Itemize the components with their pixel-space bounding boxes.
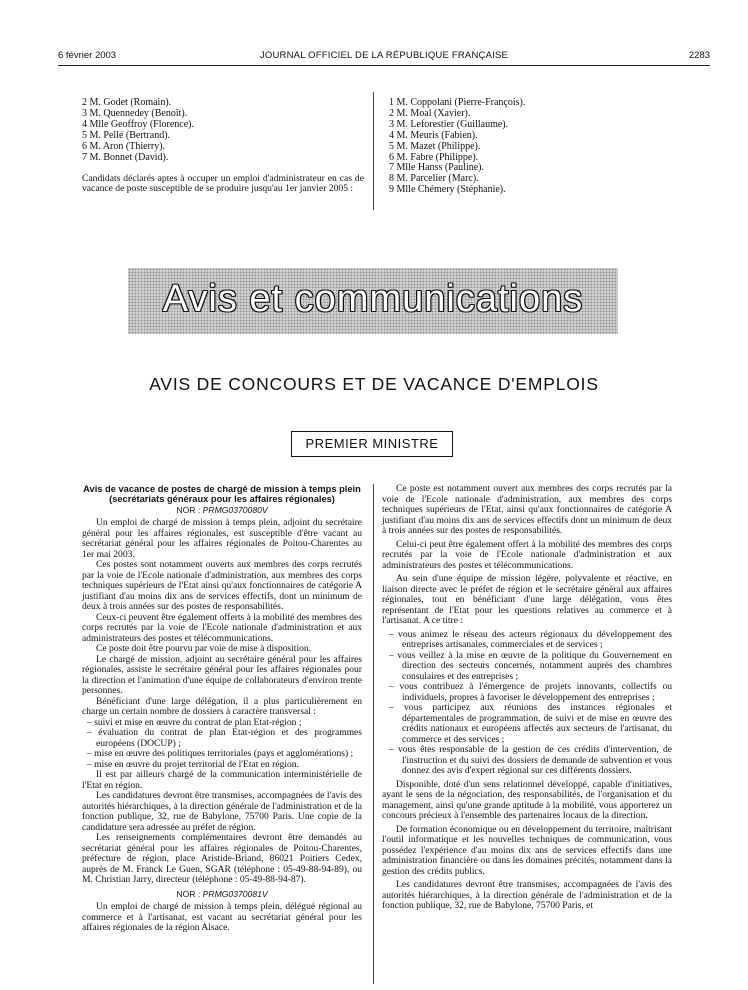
ministry-box: PREMIER MINISTRE (291, 431, 453, 457)
nor-reference: NOR : PRMG0370080V (176, 504, 268, 515)
task-list (82, 718, 362, 771)
running-header (58, 50, 710, 64)
list-item: 4 Mlle Geoffroy (Florence). (82, 118, 195, 130)
column-divider-bottom (373, 484, 374, 984)
list-item: – mise en œuvre du projet territorial de l'Etat en région. (87, 758, 299, 770)
list-item: 6 M. Aron (Thierry). (82, 140, 166, 152)
paragraph: Il est par ailleurs chargé de la communication interministérielle de l'Etat en région. (82, 769, 362, 791)
paragraph: Ceux-ci peuvent être également offerts à la mobilité des membres des corps recrutés par la voie de l'Ecole nationale d'administration et aux administrateurs des postes et télécommunications. (82, 611, 362, 644)
duties-list (382, 630, 672, 777)
section-title: AVIS DE CONCOURS ET DE VACANCE D'EMPLOIS (149, 374, 599, 394)
paragraph: Un emploi de chargé de mission à temps plein, délégué régional au commerce et à l'artisanat, est vacant au secrétariat général pour les affaires régionales de la région Alsace. (82, 901, 362, 934)
list-item: – suivi et mise en œuvre du contrat de plan Etat-région ; (87, 716, 302, 728)
top-left-paragraph: Candidats déclarés aptes à occuper un emploi d'administrateur en cas de vacance de poste susceptible de se produire jusqu'au 1er janvier 2005 : (82, 173, 364, 195)
paragraph: Un emploi de chargé de mission à temps plein, adjoint du secrétaire général pour les affaires régionales, est susceptible d'être vacant au secrétariat général pour les affaires régionales de Poitou-Charentes au 1er mai 2003. (82, 517, 362, 560)
paragraph: Celui-ci peut être également offert à la mobilité des membres des corps recrutés par la voie de l'Ecole nationale d'administration et aux administrateurs des postes et télécommunications. (382, 538, 672, 571)
list-item: 3 M. Leforestier (Guillaume). (389, 118, 509, 130)
list-item: 6 M. Fabre (Philippe). (389, 151, 479, 163)
list-item: 7 Mlle Hanss (Pauline). (389, 162, 484, 174)
list-item: – vous veillez à la mise en œuvre de la politique du Gouvernement en direction des secteurs concernés, notamment auprès des chambres consulaires et des entreprises ; (389, 649, 672, 682)
banner-title: Avis et communications (162, 278, 584, 320)
header-rule (58, 65, 710, 66)
column-divider-top (373, 92, 374, 210)
section-banner (128, 268, 618, 334)
right-column (382, 484, 672, 912)
list-item: 7 M. Bonnet (David). (82, 151, 169, 163)
paragraph: Disponible, doté d'un sens relationnel développé, capable d'initiatives, ayant le sens de la négociation, des responsabilités, de l'organisation et du management, ainsi qu'une grande aptitude à la mobilité, vous apporterez un concours précieux à l'ensemble des partenaires locaux de la direction. (382, 778, 672, 821)
list-item: 4 M. Meuris (Fabien). (389, 129, 478, 141)
paragraph: Les candidatures devront être transmises, accompagnées de l'avis des autorités hiérarchiques, à la direction générale de l'administration et de la fonction publique, 32, rue de Babylone, 75700 Paris. Une copie de la candidature sera adressée au préfet de région. (82, 790, 362, 833)
paragraph: De formation économique ou en développement du territoire, maîtrisant l'outil informatique et les nouvelles techniques de communication, vous possédez l'expérience d'au moins dix ans de services effectifs dans une administration financière ou dans les domaines précités, notamment dans la gestion des crédits publics. (382, 823, 672, 877)
top-left-candidate-list (82, 98, 194, 163)
list-item: 5 M. Pellé (Bertrand). (82, 129, 171, 141)
top-right-candidate-list (389, 98, 525, 196)
list-item: 3 M. Quennedey (Benoît). (82, 107, 188, 119)
paragraph: Ces postes sont notamment ouverts aux membres des corps recrutés par la voie de l'Ecole nationale d'administration, aux membres des corps techniques supérieurs de l'Etat ainsi qu'aux fonctionnaires de catégorie A justifiant d'au moins dix ans de services effectifs, dont un minimum de deux à trois années sur des postes de responsabilités. (82, 559, 362, 613)
list-item: – mise en œuvre des politiques territoriales (pays et agglomérations) ; (87, 748, 354, 760)
list-item: – vous animez le réseau des acteurs régionaux du développement des entreprises artisanales, commerciales et de services ; (389, 628, 672, 650)
paragraph: Bénéficiant d'une large délégation, il a plus particulièrement en charge un certain nombre de dossiers à caractère transversal : (82, 695, 362, 718)
header-date: 6 février 2003 (58, 50, 117, 61)
notice-heading: Avis de vacance de postes de chargé de mission à temps plein (secrétariats généraux pour les affaires régionales) (83, 484, 361, 505)
paragraph: Le chargé de mission, adjoint au secrétaire général pour les affaires régionales, assiste le secrétaire général pour les affaires régionales pour la direction et l'animation d'une équipe de collaborateurs d'environ trente personnes. (82, 653, 362, 697)
list-item: 8 M. Parcelier (Marc). (389, 173, 479, 185)
nor-reference: NOR : PRMG0370081V (176, 888, 268, 899)
list-item: – vous participez aux réunions des instances régionales et départementales de programmation, de suivi et de mise en œuvre des crédits nationaux et européens affectés aux secteurs de l'artisanat, du commerce et des services ; (389, 702, 672, 745)
list-item: 2 M. Godet (Romain). (82, 97, 172, 108)
list-item: – vous contribuez à l'émergence de projets innovants, collectifs ou individuels, propres à favoriser le développement des entreprises ; (389, 681, 672, 703)
list-item: 2 M. Moal (Xavier). (389, 107, 471, 119)
list-item: 5 M. Mazet (Philippe). (389, 140, 481, 152)
paragraph: Les candidatures devront être transmises, accompagnées de l'avis des autorités hiérarchiques, à la direction générale de l'administration et de la fonction publique, 32, rue de Babylone, 75700 Paris, et (382, 879, 672, 911)
paragraph: Ce poste doit être pourvu par voie de mise à disposition. (96, 643, 312, 655)
list-item: 9 Mlle Chémery (Stéphanie). (389, 184, 506, 196)
list-item: – évaluation du contrat de plan Etat-région et des programmes européens (DOCUP) ; (87, 727, 362, 749)
header-journal-title: JOURNAL OFFICIEL DE LA RÉPUBLIQUE FRANÇAISE (259, 50, 509, 61)
paragraph: Les renseignements complémentaires devront être demandés au secrétariat général pour les affaires régionales de Poitou-Charentes, préfecture de région, place Aristide-Briand, 86021 Poitiers Cedex, auprès de M. Franck Le Guen, SGAR (téléphone : 05-49-88-94-89), ou M. Christian Jarry, directeur (téléphone : 05-49-88-94-87). (82, 832, 362, 886)
left-column (82, 484, 362, 934)
list-item: – vous êtes responsable de la gestion de ces crédits d'intervention, de l'instruction et du suivi des dossiers de demande de subvention et vous donnez des avis d'expert régional sur ces différents dossiers. (389, 744, 672, 776)
paragraph: Au sein d'une équipe de mission légère, polyvalente et réactive, en liaison directe avec le préfet de région et le secrétaire général aux affaires régionales, tout en bénéficiant d'une large délégation, vous êtes représentant de l'Etat pour les questions relatives au commerce et à l'artisanat. A ce titre : (382, 573, 672, 626)
header-page-number: 2283 (688, 50, 710, 61)
paragraph: Ce poste est notamment ouvert aux membres des corps recrutés par la voie de l'Ecole nationale d'administration, aux membres des corps techniques supérieurs de l'Etat, ainsi qu'aux fonctionnaires de catégorie A justifiant d'au moins dix ans de services effectifs dont un minimum de deux à trois années sur des postes de responsabilités. (382, 483, 672, 536)
list-item: 1 M. Coppolani (Pierre-François). (389, 97, 526, 108)
